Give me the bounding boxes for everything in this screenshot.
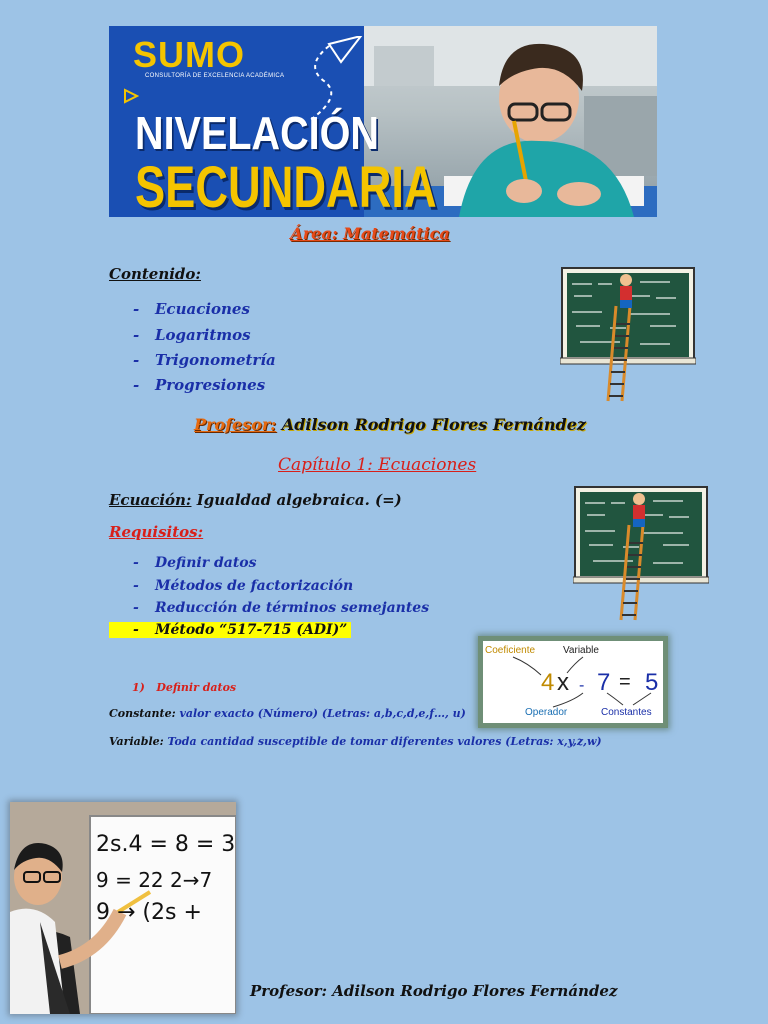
requisitos-label: Requisitos:: [109, 523, 204, 541]
sumo-logo: SUMO: [133, 34, 245, 75]
operador-label: Operador: [525, 707, 568, 718]
constante-text: valor exacto (Número): [179, 707, 319, 720]
list-item: - Trigonometría: [133, 351, 276, 369]
whiteboard-row: 2s.4 = 8 = 3: [96, 832, 236, 857]
constant-value: 7: [597, 669, 611, 696]
chapter-title: Capítulo 1: Ecuaciones: [278, 455, 477, 475]
banner-title-line2: SECUNDARIA: [135, 155, 437, 217]
diagram-arrows: [483, 641, 663, 723]
profesor-label: Profesor:: [194, 415, 277, 434]
list-item-highlighted: - Método “517-715 (ADI)”: [109, 622, 351, 638]
variable-label: Variable:: [109, 735, 164, 748]
variable-symbol: x: [557, 669, 569, 696]
whiteboard-row: 9 → (2s +: [96, 900, 202, 925]
constante-line: [109, 707, 466, 720]
area-title: Área: Matemática: [290, 224, 450, 243]
profesor-line: [194, 415, 586, 434]
whiteboard-row: 9 = 22 2→7: [96, 868, 213, 892]
equals-symbol: =: [619, 671, 631, 693]
variable-extra: (Letras: x,y,z,w): [505, 735, 602, 748]
footer-profesor: Profesor: Adilson Rodrigo Flores Fernández: [250, 982, 618, 1000]
variable-label: Variable: [563, 645, 599, 656]
chalkboard-illustration: [573, 485, 709, 625]
list-item: - Logaritmos: [133, 326, 251, 344]
coefficient-value: 4: [541, 669, 555, 696]
contenido-label: Contenido:: [109, 265, 201, 283]
variable-line: [109, 735, 602, 748]
banner-title-line1: NIVELACIÓN: [135, 107, 379, 159]
list-item: - Reducción de términos semejantes: [133, 600, 430, 616]
list-item: - Métodos de factorización: [133, 578, 354, 594]
list-item: - Definir datos: [133, 555, 257, 571]
ecuacion-line: [109, 491, 402, 509]
operator-symbol: -: [579, 677, 585, 694]
ecuacion-label: Ecuación:: [109, 491, 192, 509]
profesor-name: Adilson Rodrigo Flores Fernández: [281, 415, 587, 434]
teacher-whiteboard-photo: [10, 802, 236, 1014]
chalkboard-illustration: [560, 266, 696, 406]
header-banner: [109, 26, 657, 217]
coeficiente-label: Coeficiente: [485, 645, 536, 656]
list-item: - Ecuaciones: [133, 300, 250, 318]
list-item: - Progresiones: [133, 376, 266, 394]
equation-parts-diagram: [478, 636, 668, 728]
constante-label: Constante:: [109, 707, 176, 720]
sumo-logo-subtitle: CONSULTORÍA DE EXCELENCIA ACADÉMICA: [145, 73, 285, 79]
result-value: 5: [645, 669, 659, 696]
variable-text: Toda cantidad susceptible de tomar diferentes valores: [167, 735, 502, 748]
constante-extra: (Letras: a,b,c,d,e,f…, u): [321, 707, 466, 720]
constantes-label: Constantes: [601, 707, 652, 718]
ecuacion-text: Igualdad algebraica. (=): [196, 491, 402, 509]
triangle-icon: [123, 88, 139, 104]
definir-datos-heading: 1) Definir datos: [132, 681, 237, 694]
